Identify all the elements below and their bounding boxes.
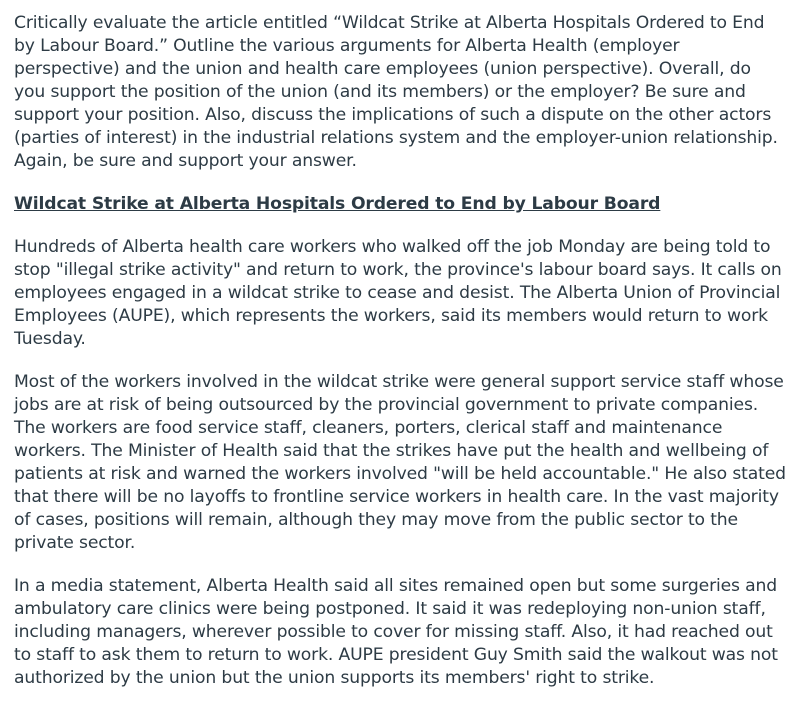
article-paragraph: Most of the workers involved in the wildcat strike were general support service staff whose jobs are at risk of being outsourced by the provincial government to private companies. The workers are food service staff, cleaners, porters, clerical staff and maintenance workers. The Minister of Health said that the strikes have put the health and wellbeing of patients at risk and warned the workers involved "will be held accountable." He also stated that there will be no layoffs to frontline service workers in health care. In the vast majority of cases, positions will remain, although they may move from the public sector to the private sector.: [14, 372, 786, 553]
article-title: Wildcat Strike at Alberta Hospitals Ordered to End by Labour Board: [14, 194, 661, 214]
article-paragraph: Hundreds of Alberta health care workers who walked off the job Monday are being told to stop "illegal strike activity" and return to work, the province's labour board says. It calls on employees engaged in a wildcat strike to cease and desist. The Alberta Union of Provincial Employees (AUPE), which represents the workers, said its members would return to work Tuesday.: [14, 237, 782, 349]
assignment-prompt: Critically evaluate the article entitled “Wildcat Strike at Alberta Hospitals Ordered to End by Labour Board.” Outline the various arguments for Alberta Health (employer perspective) and the union and health care employees (union perspective). Overall, do you support the position of the union (and its members) or the employer? Be sure and support your position. Also, discuss the implications of such a dispute on the other actors (parties of interest) in the industrial relations system and the employer-union relationship. Again, be sure and support your answer.: [14, 13, 778, 171]
document-body: [14, 12, 786, 690]
article-paragraph: In a media statement, Alberta Health said all sites remained open but some surgeries and ambulatory care clinics were being postponed. It said it was redeploying non-union staff, including managers, wherever possible to cover for missing staff. Also, it had reached out to staff to ask them to return to work. AUPE president Guy Smith said the walkout was not authorized by the union but the union supports its members' right to strike.: [14, 576, 778, 688]
